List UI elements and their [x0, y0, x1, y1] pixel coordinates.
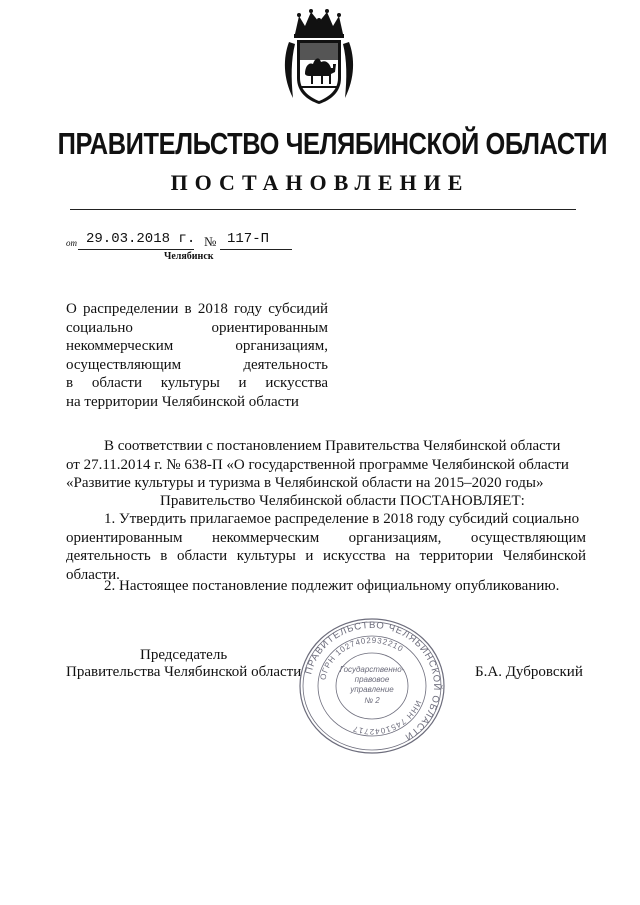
- official-seal-stamp: [296, 616, 448, 756]
- subject-line: некоммерческим организациям,: [66, 338, 328, 354]
- subject-line: О распределении в 2018 году субсидий: [66, 301, 328, 317]
- preamble-line: «Развитие культуры и туризма в Челябинской области на 2015–2020 годы»: [66, 475, 544, 491]
- number-prefix: №: [204, 234, 217, 249]
- signatory-role-line-2: Правительства Челябинской области: [66, 664, 302, 680]
- seal-center-line: управление: [350, 685, 394, 694]
- item-line: деятельность в области культуры и искусства на территории Челябинской: [66, 548, 586, 564]
- resolution-item-2: 2. Настоящее постановление подлежит официальному опубликованию.: [104, 578, 560, 594]
- preamble-paragraph: [66, 437, 586, 493]
- government-title: ПРАВИТЕЛЬСТВО ЧЕЛЯБИНСКОЙ ОБЛАСТИ: [57, 126, 608, 161]
- document-number: 117-П: [227, 231, 270, 247]
- seal-center-line: № 2: [364, 696, 380, 705]
- header-divider: [70, 209, 576, 210]
- seal-ogrn: ОГРН 1027402932210: [318, 635, 406, 681]
- seal-ring-text: ПРАВИТЕЛЬСТВО ЧЕЛЯБИНСКОЙ ОБЛАСТИ: [303, 619, 443, 743]
- seal-inn: ИНН 7451042717: [351, 699, 423, 737]
- subject-line: на территории Челябинской области: [66, 393, 299, 410]
- preamble-line: В соответствии с постановлением Правительства Челябинской области: [104, 438, 561, 454]
- signatory-role-line-1: Председатель: [140, 647, 228, 663]
- item-line: области.: [66, 566, 120, 583]
- document-date: 29.03.2018 г.: [86, 231, 196, 247]
- document-type-title: ПОСТАНОВЛЕНИЕ: [170, 170, 470, 195]
- resolves-line: Правительство Челябинской области ПОСТАНОВЛЯЕТ:: [160, 493, 525, 509]
- resolution-item-1: [66, 510, 586, 584]
- seal-center-line: правовое: [354, 675, 390, 684]
- date-prefix: от: [66, 238, 77, 248]
- subject-line: социально ориентированным: [66, 319, 328, 336]
- preamble-line: от 27.11.2014 г. № 638-П «О государственной программе Челябинской области: [66, 456, 569, 473]
- item-line: ориентированным некоммерческим организациям, осуществляющим: [66, 529, 586, 546]
- signatory-name: Б.А. Дубровский: [475, 664, 583, 680]
- seal-center-line: Государственно-: [339, 665, 405, 674]
- number-underline: [220, 249, 292, 250]
- document-subject: [66, 300, 328, 411]
- subject-line: в области культуры и искусства: [66, 375, 328, 391]
- subject-line: осуществляющим деятельность: [66, 356, 328, 373]
- document-city: Челябинск: [164, 251, 214, 262]
- date-underline: [78, 249, 194, 250]
- chelyabinsk-coat-of-arms-icon: [281, 8, 357, 108]
- item-line: 1. Утвердить прилагаемое распределение в 2018 году субсидий социально: [104, 511, 580, 527]
